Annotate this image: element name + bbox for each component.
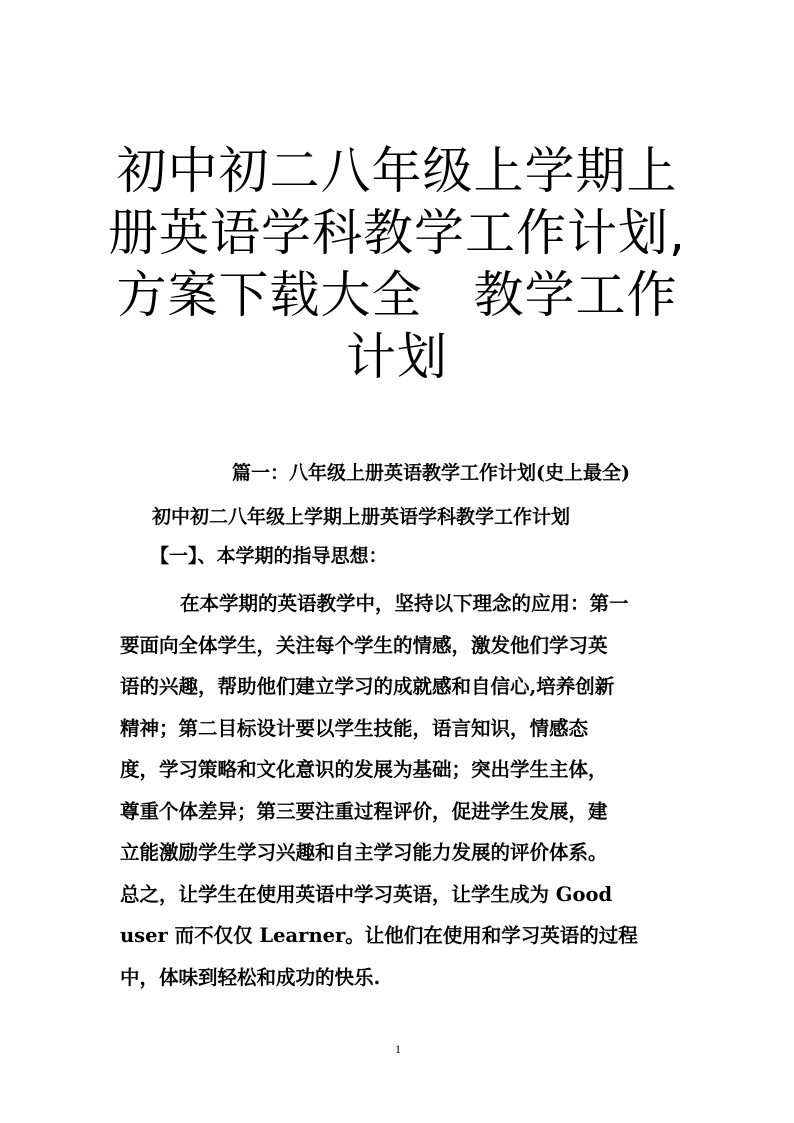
section-heading: 【一】、本学期的指导思想：	[150, 545, 388, 567]
title-line: 计划	[346, 328, 448, 386]
paragraph-line: 精神；第二目标设计要以学生技能，语言知识，情感态	[120, 716, 589, 740]
paragraph-line: 中，体味到轻松和成功的快乐.	[120, 965, 381, 989]
body-paragraph	[120, 583, 680, 998]
paragraph-line: 在本学期的英语教学中，坚持以下理念的应用：第一	[180, 592, 629, 615]
article-subtitle: 篇一：八年级上册英语教学工作计划(史上最全)	[232, 462, 630, 484]
paragraph-line: 总之，让学生在使用英语中学习英语，让学生成为 Good	[120, 882, 613, 906]
paragraph-line: 要面向全体学生，关注每个学生的情感，激发他们学习英	[120, 633, 608, 657]
title-line: 册英语学科教学工作计划,	[108, 204, 686, 262]
paragraph-line: 语的兴趣，帮助他们建立学习的成就感和自信心,培养创新	[120, 675, 615, 698]
paragraph-line: 度，学习策略和文化意识的发展为基础；突出学生主体，	[120, 758, 608, 781]
page-number: 1	[395, 1042, 401, 1056]
title-line: 方案下载大全 教学工作	[116, 266, 678, 324]
paragraph-line: user 而不仅仅 Learner。让他们在使用和学习英语的过程	[120, 924, 638, 947]
paragraph-line: 立能激励学生学习兴趣和自主学习能力发展的评价体系。	[120, 841, 608, 864]
document-title	[100, 140, 694, 388]
paragraph-line: 尊重个体差异；第三要注重过程评价，促进学生发展，建	[120, 799, 608, 823]
title-line: 初中初二八年级上学期上	[116, 142, 678, 200]
plan-heading: 初中初二八年级上学期上册英语学科教学工作计划	[152, 506, 571, 528]
